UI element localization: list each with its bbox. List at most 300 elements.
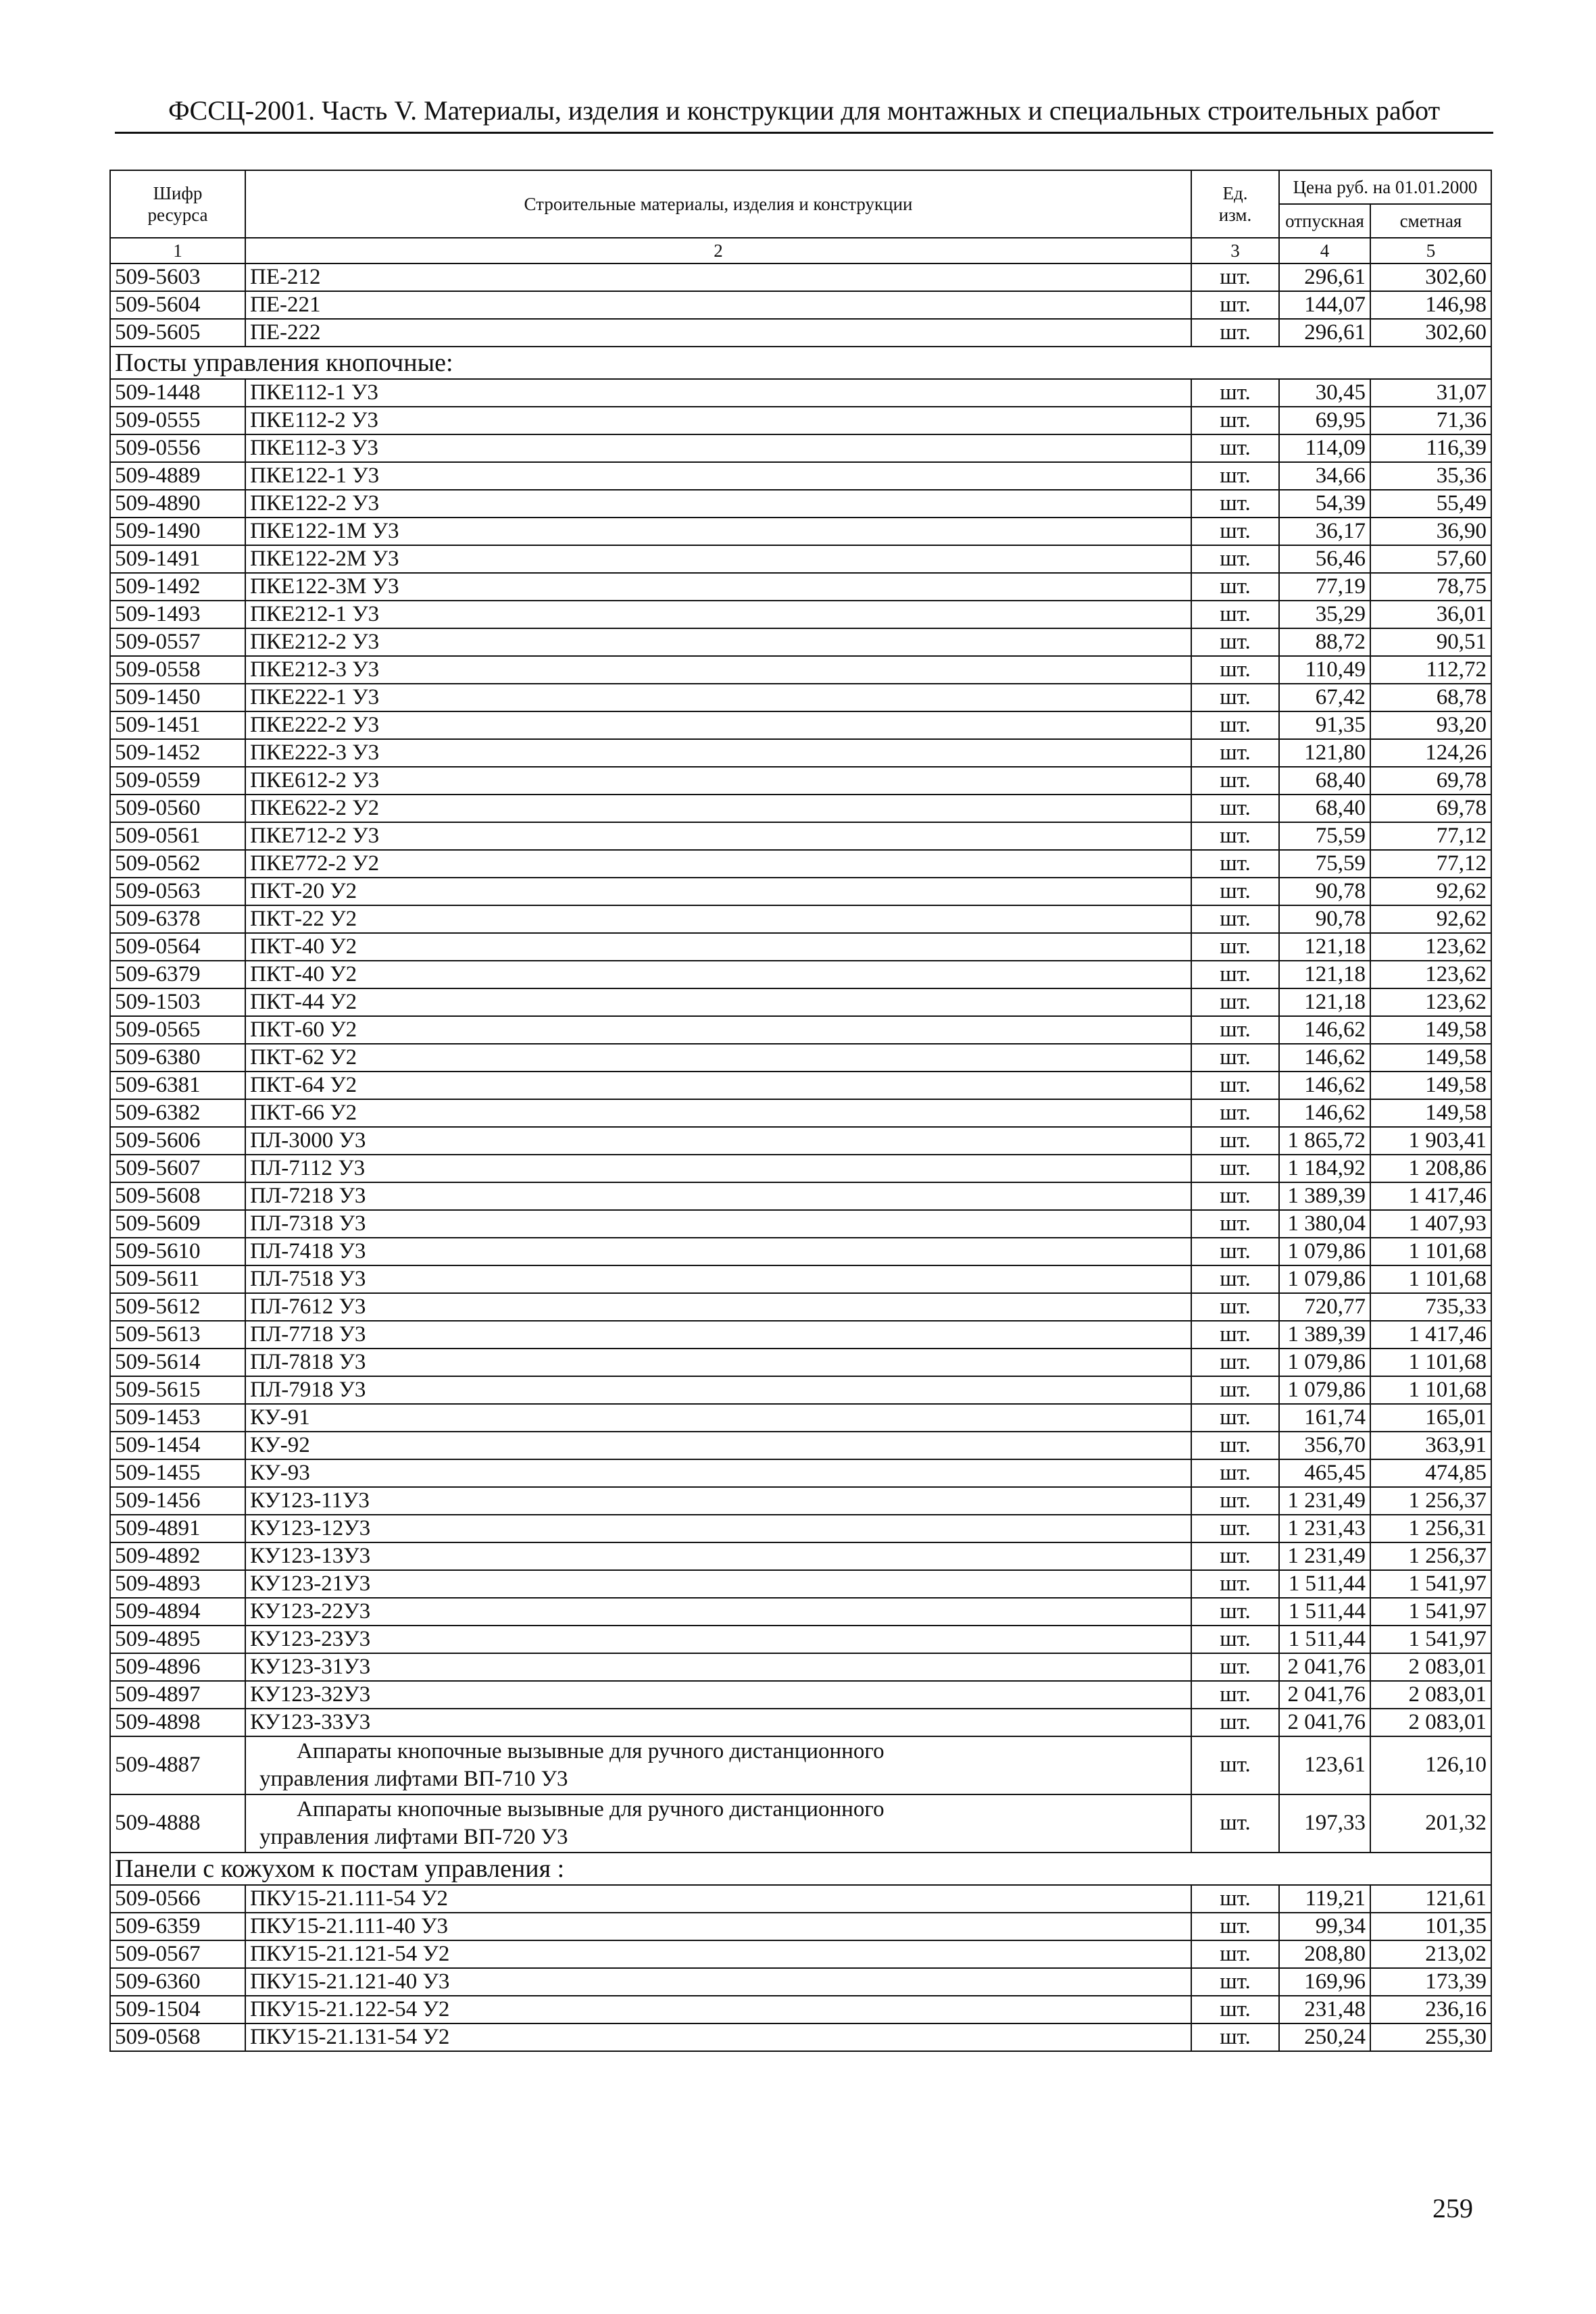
estimate-price-cell: 93,20	[1370, 711, 1491, 739]
estimate-price-cell: 55,49	[1370, 490, 1491, 518]
release-price-cell: 720,77	[1279, 1293, 1370, 1321]
release-price-cell: 1 389,39	[1279, 1321, 1370, 1349]
header-unit-line1: Ед.	[1222, 182, 1248, 203]
unit-cell: шт.	[1191, 656, 1279, 684]
resource-code-cell: 509-5607	[110, 1155, 245, 1182]
estimate-price-cell: 123,62	[1370, 933, 1491, 961]
resource-code-cell: 509-5612	[110, 1293, 245, 1321]
material-name-cell: ПКТ-40 У2	[245, 961, 1191, 988]
estimate-price-cell: 77,12	[1370, 850, 1491, 878]
table-row	[110, 628, 1491, 656]
table-row	[110, 1099, 1491, 1127]
section-row	[110, 347, 1491, 379]
material-name-line2: управления лифтами ВП-710 У3	[259, 1767, 568, 1791]
estimate-price-cell: 123,62	[1370, 961, 1491, 988]
release-price-cell: 146,62	[1279, 1044, 1370, 1072]
table-row	[110, 1968, 1491, 1996]
estimate-price-cell: 165,01	[1370, 1404, 1491, 1432]
resource-code-cell: 509-1493	[110, 601, 245, 628]
table-body	[110, 263, 1491, 2051]
material-name-line2: управления лифтами ВП-720 У3	[259, 1825, 568, 1849]
estimate-price-cell: 124,26	[1370, 739, 1491, 767]
resource-code-cell: 509-0556	[110, 434, 245, 462]
estimate-price-cell: 71,36	[1370, 407, 1491, 434]
estimate-price-cell: 92,62	[1370, 878, 1491, 905]
unit-cell: шт.	[1191, 291, 1279, 319]
material-name-cell: ПКЕ772-2 У2	[245, 850, 1191, 878]
unit-cell: шт.	[1191, 1376, 1279, 1404]
release-price-cell: 1 231,43	[1279, 1515, 1370, 1542]
material-name-cell: ПКУ15-21.121-54 У2	[245, 1940, 1191, 1968]
table-row	[110, 1570, 1491, 1598]
resource-code-cell: 509-4896	[110, 1653, 245, 1681]
release-price-cell: 90,78	[1279, 905, 1370, 933]
unit-cell: шт.	[1191, 490, 1279, 518]
column-number: 3	[1191, 238, 1279, 263]
resource-code-cell: 509-5611	[110, 1265, 245, 1293]
resource-code-cell: 509-0558	[110, 656, 245, 684]
resource-code-cell: 509-1492	[110, 573, 245, 601]
material-name-cell: ПКЕ122-1 У3	[245, 462, 1191, 490]
resource-code-cell: 509-4898	[110, 1709, 245, 1736]
material-name-cell	[245, 1736, 1191, 1794]
table-row	[110, 1459, 1491, 1487]
material-name-cell: ПКЕ212-3 У3	[245, 656, 1191, 684]
table-row	[110, 1542, 1491, 1570]
estimate-price-cell: 57,60	[1370, 545, 1491, 573]
release-price-cell: 123,61	[1279, 1736, 1370, 1794]
table-row	[110, 1432, 1491, 1459]
material-name-cell: ПЛ-7918 У3	[245, 1376, 1191, 1404]
table-row	[110, 1016, 1491, 1044]
header-code-line1: Шифр	[153, 182, 203, 203]
release-price-cell: 121,80	[1279, 739, 1370, 767]
resource-code-cell: 509-0567	[110, 1940, 245, 1968]
resource-code-cell: 509-5614	[110, 1349, 245, 1376]
header-rule	[115, 132, 1493, 134]
material-name-cell: КУ-91	[245, 1404, 1191, 1432]
table-row	[110, 684, 1491, 711]
page-header-title: ФССЦ-2001. Часть V. Материалы, изделия и конструкции для монтажных и специальных строительных работ	[168, 95, 1441, 126]
estimate-price-cell: 213,02	[1370, 1940, 1491, 1968]
material-name-cell: ПЕ-212	[245, 263, 1191, 291]
material-name-cell: ПКЕ622-2 У2	[245, 795, 1191, 822]
release-price-cell: 1 511,44	[1279, 1570, 1370, 1598]
estimate-price-cell: 2 083,01	[1370, 1653, 1491, 1681]
release-price-cell: 121,18	[1279, 961, 1370, 988]
estimate-price-cell: 201,32	[1370, 1794, 1491, 1853]
table-row	[110, 961, 1491, 988]
release-price-cell: 69,95	[1279, 407, 1370, 434]
estimate-price-cell: 474,85	[1370, 1459, 1491, 1487]
resource-code-cell: 509-5615	[110, 1376, 245, 1404]
material-name-cell: ПКТ-20 У2	[245, 878, 1191, 905]
estimate-price-cell: 1 101,68	[1370, 1349, 1491, 1376]
unit-cell: шт.	[1191, 1044, 1279, 1072]
unit-cell: шт.	[1191, 1996, 1279, 2023]
material-name-cell: ПКТ-64 У2	[245, 1072, 1191, 1099]
unit-cell: шт.	[1191, 1099, 1279, 1127]
estimate-price-cell: 112,72	[1370, 656, 1491, 684]
unit-cell: шт.	[1191, 1653, 1279, 1681]
material-name-cell: ПКТ-40 У2	[245, 933, 1191, 961]
estimate-price-cell: 149,58	[1370, 1099, 1491, 1127]
resource-code-cell: 509-1451	[110, 711, 245, 739]
unit-cell: шт.	[1191, 1293, 1279, 1321]
table-row	[110, 767, 1491, 795]
estimate-price-cell: 31,07	[1370, 379, 1491, 407]
table-row	[110, 1681, 1491, 1709]
table-row	[110, 434, 1491, 462]
unit-cell: шт.	[1191, 1210, 1279, 1238]
resource-code-cell: 509-6382	[110, 1099, 245, 1127]
unit-cell: шт.	[1191, 263, 1279, 291]
resource-code-cell: 509-4893	[110, 1570, 245, 1598]
material-name-cell: ПКЕ122-3М У3	[245, 573, 1191, 601]
material-name-cell: ПЛ-7112 У3	[245, 1155, 1191, 1182]
resource-code-cell: 509-5604	[110, 291, 245, 319]
unit-cell: шт.	[1191, 1404, 1279, 1432]
header-price-release: отпускная	[1279, 204, 1370, 238]
material-name-cell: КУ123-13У3	[245, 1542, 1191, 1570]
unit-cell: шт.	[1191, 1432, 1279, 1459]
table-row	[110, 1885, 1491, 1913]
material-name-cell: ПКТ-66 У2	[245, 1099, 1191, 1127]
table-row	[110, 1321, 1491, 1349]
estimate-price-cell: 68,78	[1370, 684, 1491, 711]
resource-code-cell: 509-4887	[110, 1736, 245, 1794]
estimate-price-cell: 149,58	[1370, 1044, 1491, 1072]
unit-cell: шт.	[1191, 434, 1279, 462]
unit-cell: шт.	[1191, 988, 1279, 1016]
resource-code-cell: 509-0557	[110, 628, 245, 656]
material-name-cell: КУ123-33У3	[245, 1709, 1191, 1736]
release-price-cell: 2 041,76	[1279, 1653, 1370, 1681]
unit-cell: шт.	[1191, 1794, 1279, 1853]
unit-cell: шт.	[1191, 1155, 1279, 1182]
material-name-cell: ПЛ-7718 У3	[245, 1321, 1191, 1349]
release-price-cell: 296,61	[1279, 263, 1370, 291]
resource-code-cell: 509-5603	[110, 263, 245, 291]
resource-code-cell: 509-5610	[110, 1238, 245, 1265]
resource-code-cell: 509-6379	[110, 961, 245, 988]
material-name-cell: КУ123-11У3	[245, 1487, 1191, 1515]
estimate-price-cell: 735,33	[1370, 1293, 1491, 1321]
table-row	[110, 1072, 1491, 1099]
table-row	[110, 1736, 1491, 1794]
release-price-cell: 114,09	[1279, 434, 1370, 462]
unit-cell: шт.	[1191, 462, 1279, 490]
table-row	[110, 1238, 1491, 1265]
release-price-cell: 1 380,04	[1279, 1210, 1370, 1238]
table-row	[110, 1487, 1491, 1515]
material-name-cell: ПКЕ712-2 У3	[245, 822, 1191, 850]
material-name-cell: КУ123-32У3	[245, 1681, 1191, 1709]
unit-cell: шт.	[1191, 1940, 1279, 1968]
material-name-cell: ПКЕ222-2 У3	[245, 711, 1191, 739]
release-price-cell: 34,66	[1279, 462, 1370, 490]
resource-code-cell: 509-1455	[110, 1459, 245, 1487]
table-row	[110, 1265, 1491, 1293]
estimate-price-cell: 1 903,41	[1370, 1127, 1491, 1155]
section-heading: Посты управления кнопочные:	[110, 347, 1491, 379]
unit-cell: шт.	[1191, 961, 1279, 988]
release-price-cell: 296,61	[1279, 319, 1370, 347]
material-name-cell: ПКЕ612-2 У3	[245, 767, 1191, 795]
header-unit-line2: изм.	[1218, 205, 1252, 225]
release-price-cell: 146,62	[1279, 1099, 1370, 1127]
release-price-cell: 68,40	[1279, 795, 1370, 822]
estimate-price-cell: 36,90	[1370, 518, 1491, 545]
header-code-line2: ресурса	[147, 205, 208, 225]
material-name-cell: ПЕ-222	[245, 319, 1191, 347]
unit-cell: шт.	[1191, 1885, 1279, 1913]
material-name-cell: КУ123-23У3	[245, 1626, 1191, 1653]
unit-cell: шт.	[1191, 1487, 1279, 1515]
table-row	[110, 1996, 1491, 2023]
material-name-cell: ПКУ15-21.122-54 У2	[245, 1996, 1191, 2023]
release-price-cell: 88,72	[1279, 628, 1370, 656]
resource-code-cell: 509-1453	[110, 1404, 245, 1432]
release-price-cell: 1 511,44	[1279, 1598, 1370, 1626]
material-name-cell: ПКТ-22 У2	[245, 905, 1191, 933]
table-row	[110, 850, 1491, 878]
table-row	[110, 656, 1491, 684]
unit-cell: шт.	[1191, 1127, 1279, 1155]
section-heading: Панели с кожухом к постам управления :	[110, 1853, 1491, 1885]
release-price-cell: 161,74	[1279, 1404, 1370, 1432]
estimate-price-cell: 92,62	[1370, 905, 1491, 933]
material-name-cell: ПКУ15-21.111-54 У2	[245, 1885, 1191, 1913]
estimate-price-cell: 116,39	[1370, 434, 1491, 462]
table-row	[110, 711, 1491, 739]
material-name-cell: ПКТ-62 У2	[245, 1044, 1191, 1072]
unit-cell: шт.	[1191, 319, 1279, 347]
table-row	[110, 490, 1491, 518]
unit-cell: шт.	[1191, 795, 1279, 822]
material-name-cell: ПКЕ122-1М У3	[245, 518, 1191, 545]
material-name-cell: ПКЕ222-1 У3	[245, 684, 1191, 711]
estimate-price-cell: 2 083,01	[1370, 1709, 1491, 1736]
table-row	[110, 1515, 1491, 1542]
unit-cell: шт.	[1191, 767, 1279, 795]
table-row	[110, 573, 1491, 601]
table-row	[110, 1376, 1491, 1404]
resource-code-cell: 509-4897	[110, 1681, 245, 1709]
table-row	[110, 988, 1491, 1016]
release-price-cell: 56,46	[1279, 545, 1370, 573]
release-price-cell: 121,18	[1279, 988, 1370, 1016]
material-name-cell: ПЛ-7612 У3	[245, 1293, 1191, 1321]
table-row	[110, 1913, 1491, 1940]
material-name-cell	[245, 1794, 1191, 1853]
estimate-price-cell: 1 101,68	[1370, 1238, 1491, 1265]
resource-code-cell: 509-0563	[110, 878, 245, 905]
unit-cell: шт.	[1191, 822, 1279, 850]
estimate-price-cell: 302,60	[1370, 263, 1491, 291]
unit-cell: шт.	[1191, 1182, 1279, 1210]
estimate-price-cell: 1 417,46	[1370, 1182, 1491, 1210]
resource-code-cell: 509-0561	[110, 822, 245, 850]
unit-cell: шт.	[1191, 601, 1279, 628]
unit-cell: шт.	[1191, 878, 1279, 905]
material-name-cell: КУ123-21У3	[245, 1570, 1191, 1598]
resource-code-cell: 509-5606	[110, 1127, 245, 1155]
material-name-cell: ПКЕ112-3 У3	[245, 434, 1191, 462]
resource-code-cell: 509-0562	[110, 850, 245, 878]
release-price-cell: 1 079,86	[1279, 1265, 1370, 1293]
resource-code-cell: 509-4895	[110, 1626, 245, 1653]
table-row	[110, 822, 1491, 850]
table-row	[110, 263, 1491, 291]
resource-code-cell: 509-4891	[110, 1515, 245, 1542]
table-row	[110, 878, 1491, 905]
release-price-cell: 465,45	[1279, 1459, 1370, 1487]
table-row	[110, 1210, 1491, 1238]
estimate-price-cell: 1 417,46	[1370, 1321, 1491, 1349]
header-code	[110, 170, 245, 238]
release-price-cell: 250,24	[1279, 2023, 1370, 2051]
resource-code-cell: 509-4890	[110, 490, 245, 518]
table-row	[110, 1155, 1491, 1182]
release-price-cell: 75,59	[1279, 850, 1370, 878]
material-name-cell: ПКЕ212-2 У3	[245, 628, 1191, 656]
estimate-price-cell: 1 101,68	[1370, 1376, 1491, 1404]
unit-cell: шт.	[1191, 1016, 1279, 1044]
column-number: 5	[1370, 238, 1491, 263]
table-row	[110, 1182, 1491, 1210]
resource-code-cell: 509-1450	[110, 684, 245, 711]
resource-code-cell: 509-0565	[110, 1016, 245, 1044]
estimate-price-cell: 77,12	[1370, 822, 1491, 850]
estimate-price-cell: 149,58	[1370, 1072, 1491, 1099]
material-name-cell: ПЛ-7318 У3	[245, 1210, 1191, 1238]
material-name-line1: Аппараты кнопочные вызывные для ручного дистанционного	[297, 1738, 884, 1763]
release-price-cell: 2 041,76	[1279, 1681, 1370, 1709]
estimate-price-cell: 363,91	[1370, 1432, 1491, 1459]
resource-code-cell: 509-1491	[110, 545, 245, 573]
unit-cell: шт.	[1191, 407, 1279, 434]
unit-cell: шт.	[1191, 518, 1279, 545]
header-price: Цена руб. на 01.01.2000	[1279, 170, 1491, 204]
unit-cell: шт.	[1191, 1736, 1279, 1794]
table-row	[110, 795, 1491, 822]
resource-code-cell: 509-6359	[110, 1913, 245, 1940]
resource-code-cell: 509-0564	[110, 933, 245, 961]
resource-code-cell: 509-1504	[110, 1996, 245, 2023]
material-name-cell: ПКЕ122-2М У3	[245, 545, 1191, 573]
unit-cell: шт.	[1191, 1681, 1279, 1709]
resource-code-cell: 509-5609	[110, 1210, 245, 1238]
column-number: 1	[110, 238, 245, 263]
release-price-cell: 1 079,86	[1279, 1238, 1370, 1265]
release-price-cell: 1 184,92	[1279, 1155, 1370, 1182]
table-row	[110, 1127, 1491, 1155]
release-price-cell: 119,21	[1279, 1885, 1370, 1913]
resource-code-cell: 509-6360	[110, 1968, 245, 1996]
estimate-price-cell: 69,78	[1370, 767, 1491, 795]
table-row	[110, 319, 1491, 347]
table-row	[110, 407, 1491, 434]
release-price-cell: 30,45	[1279, 379, 1370, 407]
release-price-cell: 356,70	[1279, 1432, 1370, 1459]
estimate-price-cell: 121,61	[1370, 1885, 1491, 1913]
header-unit	[1191, 170, 1279, 238]
release-price-cell: 99,34	[1279, 1913, 1370, 1940]
table-row	[110, 518, 1491, 545]
release-price-cell: 1 865,72	[1279, 1127, 1370, 1155]
material-name-cell: ПЛ-7218 У3	[245, 1182, 1191, 1210]
page-number: 259	[1432, 2193, 1473, 2223]
estimate-price-cell: 1 541,97	[1370, 1626, 1491, 1653]
table-row	[110, 1349, 1491, 1376]
resource-code-cell: 509-0555	[110, 407, 245, 434]
unit-cell: шт.	[1191, 573, 1279, 601]
unit-cell: шт.	[1191, 1238, 1279, 1265]
material-name-cell: КУ-92	[245, 1432, 1191, 1459]
material-name-cell: ПЛ-3000 У3	[245, 1127, 1191, 1155]
material-name-cell: ПЛ-7818 У3	[245, 1349, 1191, 1376]
resource-code-cell: 509-0560	[110, 795, 245, 822]
resource-code-cell: 509-4888	[110, 1794, 245, 1853]
material-name-cell: ПЛ-7418 У3	[245, 1238, 1191, 1265]
release-price-cell: 75,59	[1279, 822, 1370, 850]
table-row	[110, 739, 1491, 767]
resource-code-cell: 509-1448	[110, 379, 245, 407]
estimate-price-cell: 1 407,93	[1370, 1210, 1491, 1238]
release-price-cell: 67,42	[1279, 684, 1370, 711]
estimate-price-cell: 149,58	[1370, 1016, 1491, 1044]
unit-cell: шт.	[1191, 1598, 1279, 1626]
material-name-cell: КУ123-12У3	[245, 1515, 1191, 1542]
resource-code-cell: 509-5605	[110, 319, 245, 347]
resource-code-cell: 509-1452	[110, 739, 245, 767]
resource-code-cell: 509-0566	[110, 1885, 245, 1913]
unit-cell: шт.	[1191, 1709, 1279, 1736]
material-name-cell: ПКЕ112-2 У3	[245, 407, 1191, 434]
unit-cell: шт.	[1191, 905, 1279, 933]
unit-cell: шт.	[1191, 1515, 1279, 1542]
estimate-price-cell: 255,30	[1370, 2023, 1491, 2051]
estimate-price-cell: 236,16	[1370, 1996, 1491, 2023]
estimate-price-cell: 101,35	[1370, 1913, 1491, 1940]
material-name-line1: Аппараты кнопочные вызывные для ручного дистанционного	[297, 1796, 884, 1821]
material-name-cell: ПКЕ112-1 У3	[245, 379, 1191, 407]
resource-code-cell: 509-5608	[110, 1182, 245, 1210]
estimate-price-cell: 126,10	[1370, 1736, 1491, 1794]
material-name-cell: КУ-93	[245, 1459, 1191, 1487]
unit-cell: шт.	[1191, 2023, 1279, 2051]
table-row	[110, 1709, 1491, 1736]
estimate-price-cell: 35,36	[1370, 462, 1491, 490]
table-row	[110, 462, 1491, 490]
estimate-price-cell: 90,51	[1370, 628, 1491, 656]
resource-code-cell: 509-1456	[110, 1487, 245, 1515]
table-row	[110, 1653, 1491, 1681]
unit-cell: шт.	[1191, 933, 1279, 961]
material-name-cell: ПКЕ212-1 У3	[245, 601, 1191, 628]
header-price-estimate: сметная	[1370, 204, 1491, 238]
resource-code-cell: 509-1490	[110, 518, 245, 545]
release-price-cell: 1 511,44	[1279, 1626, 1370, 1653]
estimate-price-cell: 1 208,86	[1370, 1155, 1491, 1182]
material-name-cell: ПКЕ122-2 У3	[245, 490, 1191, 518]
table-row	[110, 1044, 1491, 1072]
unit-cell: шт.	[1191, 1321, 1279, 1349]
release-price-cell: 146,62	[1279, 1016, 1370, 1044]
table-row	[110, 545, 1491, 573]
estimate-price-cell: 69,78	[1370, 795, 1491, 822]
